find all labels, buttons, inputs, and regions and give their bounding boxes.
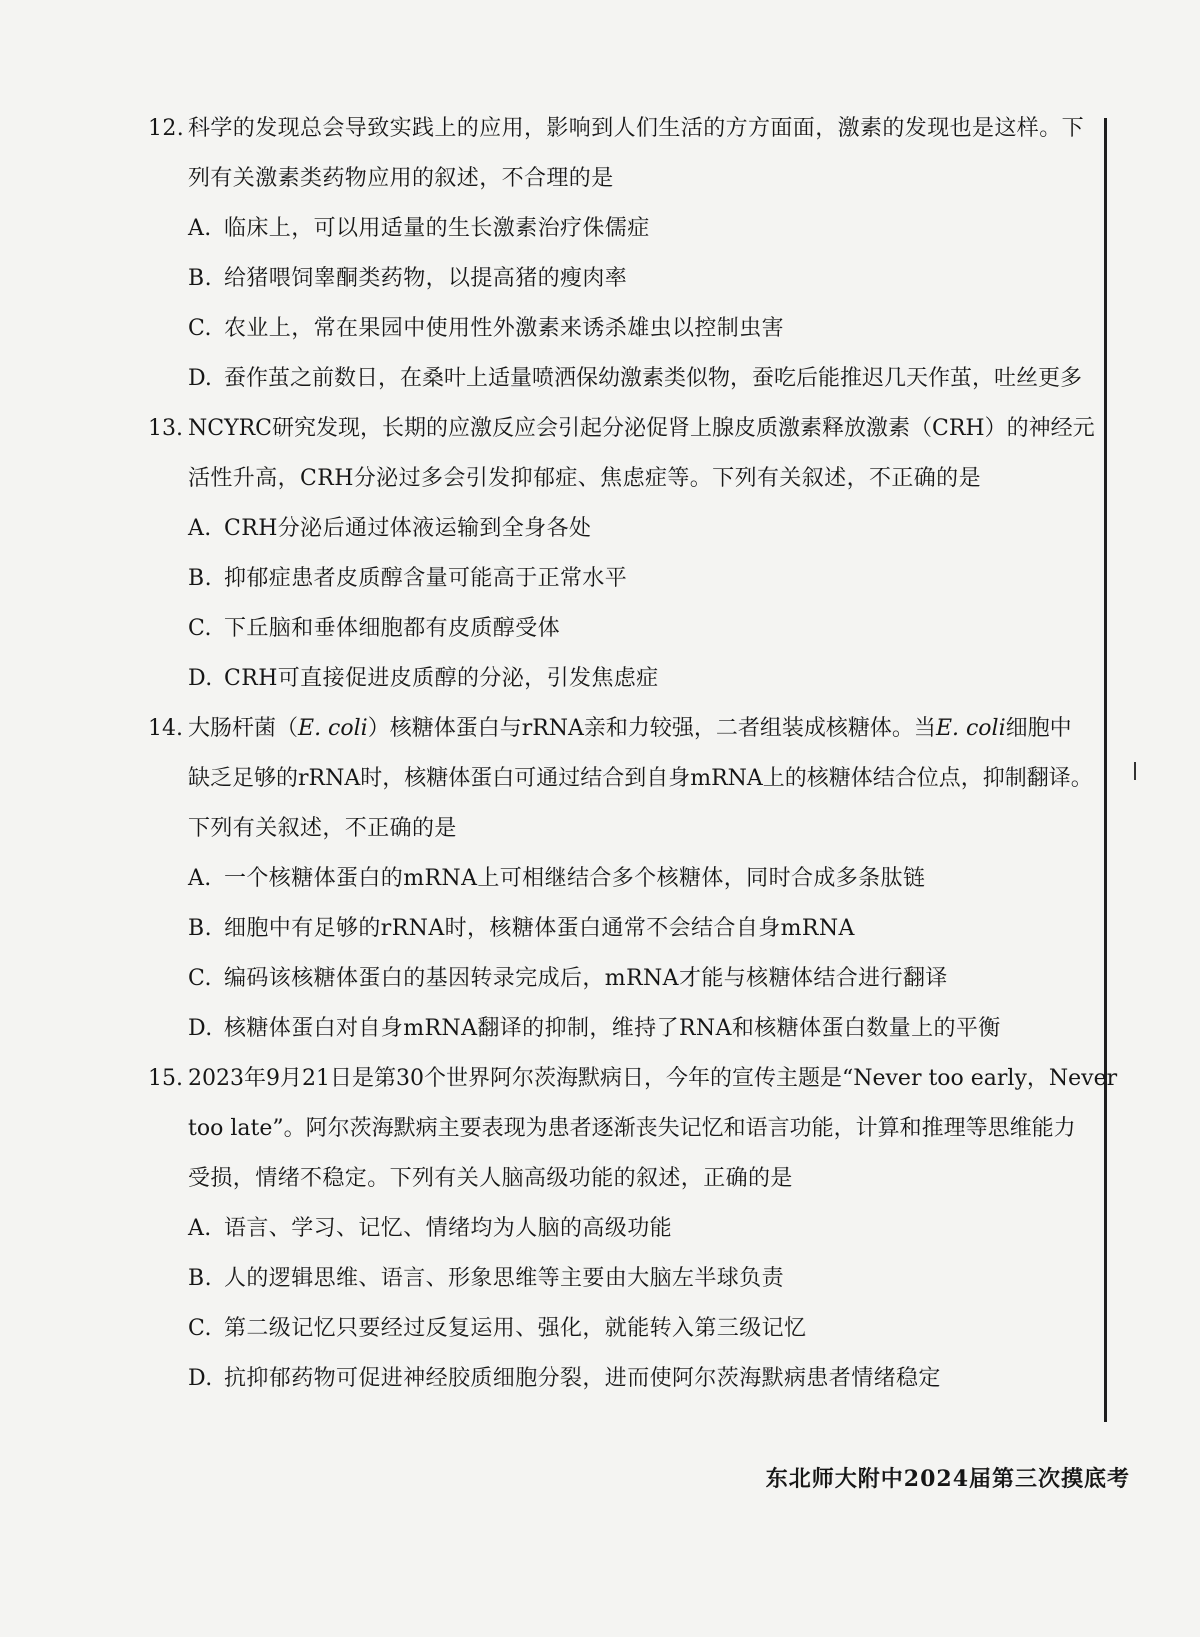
option-c: C. 下丘脑和垂体细胞都有皮质醇受体: [188, 616, 561, 641]
option-d: D. 核糖体蛋白对自身mRNA翻译的抑制，维持了RNA和核糖体蛋白数量上的平衡: [188, 1016, 1001, 1041]
species-name: E. coli: [935, 716, 1006, 741]
option-b: B. 细胞中有足够的rRNA时，核糖体蛋白通常不会结合自身mRNA: [188, 916, 855, 941]
option-b: B. 给猪喂饲睾酮类药物，以提高猪的瘦肉率: [188, 266, 628, 291]
option-d: D. 蚕作茧之前数日，在桑叶上适量喷洒保幼激素类似物，蚕吃后能推迟几天作茧，吐丝更多: [188, 366, 1083, 391]
question-15-stem-line-1: 15. 2023年9月21日是第30个世界阿尔茨海默病日，今年的宣传主题是“Never too early，Never: [148, 1064, 1117, 1094]
question-13-stem-line-2: 活性升高，CRH分泌过多会引发抑郁症、焦虑症等。下列有关叙述，不正确的是: [188, 466, 981, 491]
question-number: 15.: [148, 1066, 183, 1091]
option-d: D. CRH可直接促进皮质醇的分泌，引发焦虑症: [188, 666, 659, 691]
margin-tick-mark: [1134, 762, 1136, 780]
question-number: 13.: [148, 416, 183, 441]
option-c: C. 农业上，常在果园中使用性外激素来诱杀雄虫以控制虫害: [188, 316, 785, 341]
option-a: A. 语言、学习、记忆、情绪均为人脑的高级功能: [188, 1216, 673, 1241]
question-15-stem-line-2: too late”。阿尔茨海默病主要表现为患者逐渐丧失记忆和语言功能，计算和推理等思维能力: [188, 1116, 1076, 1141]
species-name: E. coli: [298, 716, 368, 741]
question-12-stem-line-2: 列有关激素类药物应用的叙述，不合理的是: [188, 166, 614, 191]
question-15-stem-line-3: 受损，情绪不稳定。下列有关人脑高级功能的叙述，正确的是: [188, 1166, 793, 1191]
option-c: C. 第二级记忆只要经过反复运用、强化，就能转入第三级记忆: [188, 1316, 807, 1341]
question-14-stem-line-3: 下列有关叙述，不正确的是: [188, 816, 457, 841]
option-b: B. 人的逻辑思维、语言、形象思维等主要由大脑左半球负责: [188, 1266, 785, 1291]
question-13-stem-line-1: 13. NCYRC研究发现，长期的应激反应会引起分泌促肾上腺皮质激素释放激素（CRH）的神经元: [148, 414, 1095, 444]
option-b: B. 抑郁症患者皮质醇含量可能高于正常水平: [188, 566, 628, 591]
question-number: 14.: [148, 716, 183, 741]
option-a: A. 一个核糖体蛋白的mRNA上可相继结合多个核糖体，同时合成多条肽链: [188, 866, 926, 891]
option-c: C. 编码该核糖体蛋白的基因转录完成后，mRNA才能与核糖体结合进行翻译: [188, 966, 948, 991]
page-margin-rule: [1104, 118, 1107, 1422]
option-a: A. 临床上，可以用适量的生长激素治疗侏儒症: [188, 216, 650, 241]
question-14-stem-line-2: 缺乏足够的rRNA时，核糖体蛋白可通过结合到自身mRNA上的核糖体结合位点，抑制翻译。: [188, 766, 1093, 791]
option-d: D. 抗抑郁药物可促进神经胶质细胞分裂，进而使阿尔茨海默病患者情绪稳定: [188, 1366, 941, 1391]
question-14-stem-line-1: 14. 大肠杆菌（E. coli）核糖体蛋白与rRNA亲和力较强，二者组装成核糖体。当E. coli细胞中: [148, 714, 1072, 744]
question-number: 12.: [148, 116, 185, 141]
question-12-stem-line-1: 12. 科学的发现总会导致实践上的应用，影响到人们生活的方方面面，激素的发现也是这样。下: [148, 114, 1084, 144]
option-a: A. CRH分泌后通过体液运输到全身各处: [188, 516, 592, 541]
exam-footer: 东北师大附中2024届第三次摸底考: [765, 1466, 1130, 1492]
